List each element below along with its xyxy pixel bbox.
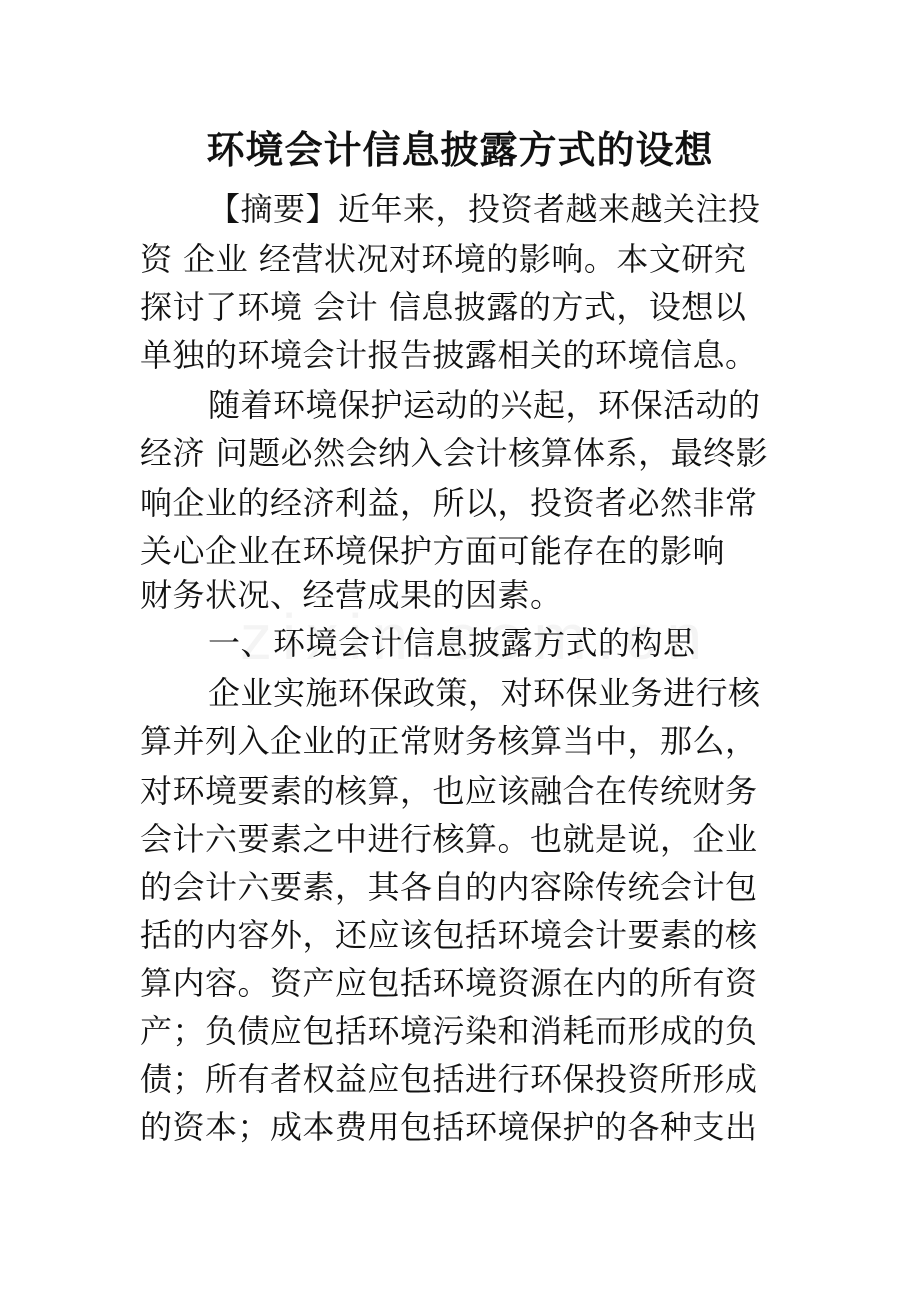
body-line-3: 对环境要素的核算，也应该融合在传统财务 bbox=[140, 772, 758, 810]
paragraph-line-2: 经济 问题必然会纳入会计核算体系，最终影 bbox=[140, 434, 769, 472]
body-line-2: 算并列入企业的正常财务核算当中，那么， bbox=[140, 722, 758, 760]
body-line-9: 债；所有者权益应包括进行环保投资所形成 bbox=[140, 1060, 758, 1098]
body-line-7: 算内容。资产应包括环境资源在内的所有资 bbox=[140, 964, 758, 1002]
abstract-line-4: 单独的环境会计报告披露相关的环境信息。 bbox=[140, 336, 758, 374]
body-line-1: 企业实施环保政策，对环保业务进行核 bbox=[208, 674, 761, 712]
document-title: 环境会计信息披露方式的设想 bbox=[206, 127, 714, 172]
body-line-6: 括的内容外，还应该包括环境会计要素的核 bbox=[140, 916, 758, 954]
body-line-4: 会计六要素之中进行核算。也就是说，企业 bbox=[140, 820, 758, 858]
paragraph-line-1: 随着环境保护运动的兴起，环保活动的 bbox=[208, 386, 761, 424]
paragraph-line-5: 财务状况、经营成果的因素。 bbox=[140, 576, 563, 614]
abstract-line-2: 资 企业 经营状况对环境的影响。本文研究 bbox=[140, 240, 747, 278]
paragraph-line-4: 关心企业在环境保护方面可能存在的影响 bbox=[140, 532, 726, 570]
section-heading: 一、环境会计信息披露方式的构思 bbox=[208, 624, 696, 662]
abstract-line-3: 探讨了环境 会计 信息披露的方式，设想以 bbox=[140, 288, 747, 326]
body-line-5: 的会计六要素，其各自的内容除传统会计包 bbox=[140, 868, 758, 906]
body-line-10: 的资本；成本费用包括环境保护的各种支出 bbox=[140, 1108, 758, 1146]
abstract-line-1: 【摘要】近年来，投资者越来越关注投 bbox=[208, 190, 761, 228]
body-line-8: 产；负债应包括环境污染和消耗而形成的负 bbox=[140, 1012, 758, 1050]
paragraph-line-3: 响企业的经济利益，所以，投资者必然非常 bbox=[140, 484, 758, 522]
